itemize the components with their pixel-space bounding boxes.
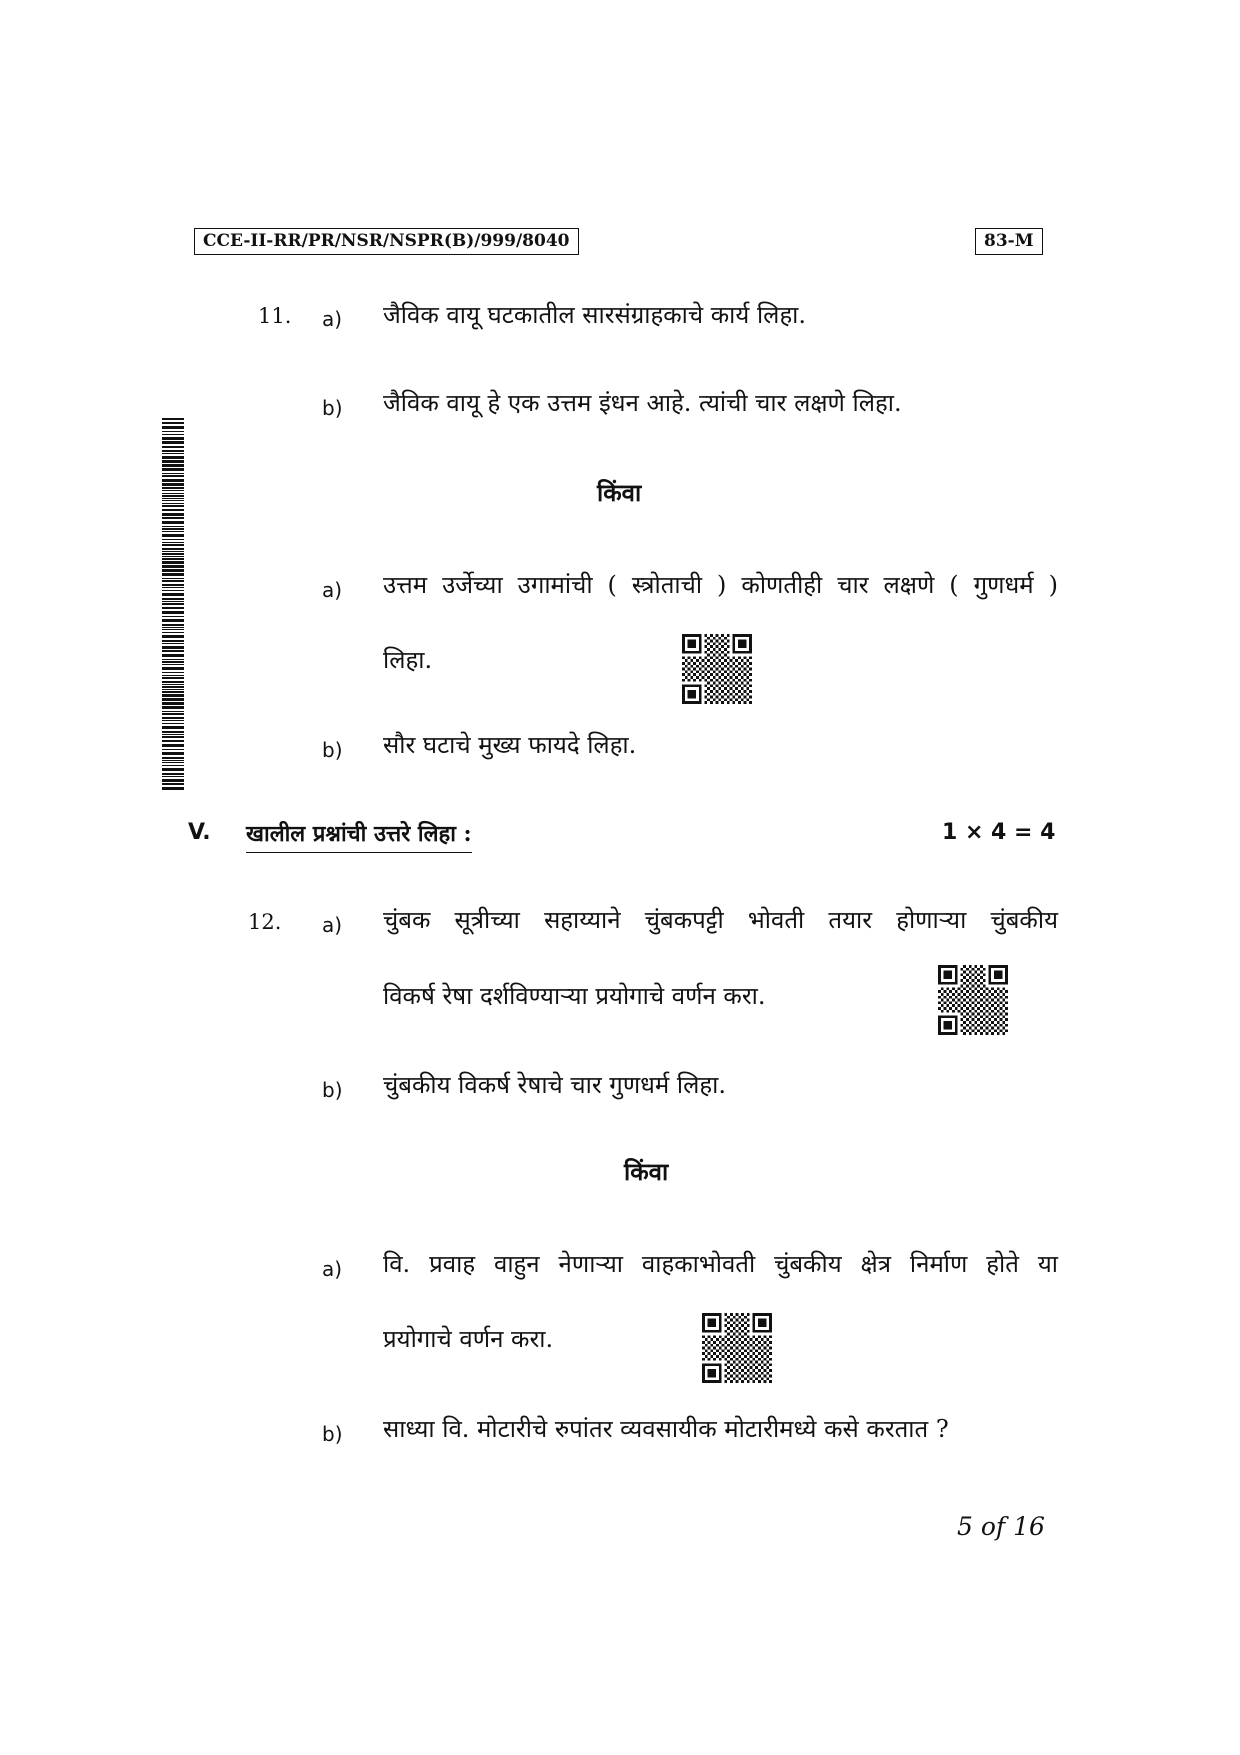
question-number-12: 12. [248,910,282,934]
section-title: खालील प्रश्नांची उत्तरे लिहा : [246,818,472,853]
qr-code [702,1313,772,1383]
q12-a-line1: चुंबक सूत्रीच्या सहाय्याने चुंबकपट्टी भोवती तयार होणाऱ्या चुंबकीय [383,906,1058,934]
question-number-11: 11. [258,304,292,328]
q12-b-label: b) [322,1078,343,1102]
q12-a-line2: विकर्ष रेषा दर्शविण्याऱ्या प्रयोगाचे वर्णन करा. [383,982,766,1010]
q12-alt-a-line2: प्रयोगाचे वर्णन करा. [383,1325,554,1353]
page-code: 83-M [975,228,1043,255]
page-number: 5 of 16 [957,1512,1045,1541]
q12-alt-b-text: साध्या वि. मोटारीचे रुपांतर व्यवसायीक मोटारीमध्ये कसे करतात ? [383,1415,949,1443]
q12-alt-a-label: a) [322,1257,343,1281]
q12-alt-b-label: b) [322,1422,343,1446]
q12-alt-a-line1: वि. प्रवाह वाहुन नेणाऱ्या वाहकाभोवती चुंबकीय क्षेत्र निर्माण होते या [383,1250,1058,1278]
q11-alt-b-text: सौर घटाचे मुख्य फायदे लिहा. [383,731,637,759]
or-divider-2: किंवा [624,1157,669,1186]
q11-b-label: b) [322,396,343,420]
q11-alt-a-label: a) [322,578,343,602]
q11-a-text: जैविक वायू घटकातील सारसंग्राहकाचे कार्य लिहा. [383,301,807,329]
side-barcode [162,418,184,790]
section-marks: 1 × 4 = 4 [942,820,1056,845]
q12-b-text: चुंबकीय विकर्ष रेषाचे चार गुणधर्म लिहा. [383,1071,726,1099]
q11-alt-a-line1: उत्तम उर्जेच्या उगामांची ( स्त्रोताची ) कोणतीही चार लक्षणे ( गुणधर्म ) [383,571,1058,599]
q11-alt-b-label: b) [322,738,343,762]
q11-a-label: a) [322,307,343,331]
q12-a-label: a) [322,913,343,937]
q11-b-text: जैविक वायू हे एक उत्तम इंधन आहे. त्यांची चार लक्षणे लिहा. [383,389,902,417]
section-number: V. [188,820,211,845]
or-divider-1: किंवा [597,478,642,507]
q11-alt-a-line2: लिहा. [383,646,433,674]
qr-code [938,965,1008,1035]
qr-code [682,634,752,704]
paper-code: CCE-II-RR/PR/NSR/NSPR(B)/999/8040 [194,228,579,255]
